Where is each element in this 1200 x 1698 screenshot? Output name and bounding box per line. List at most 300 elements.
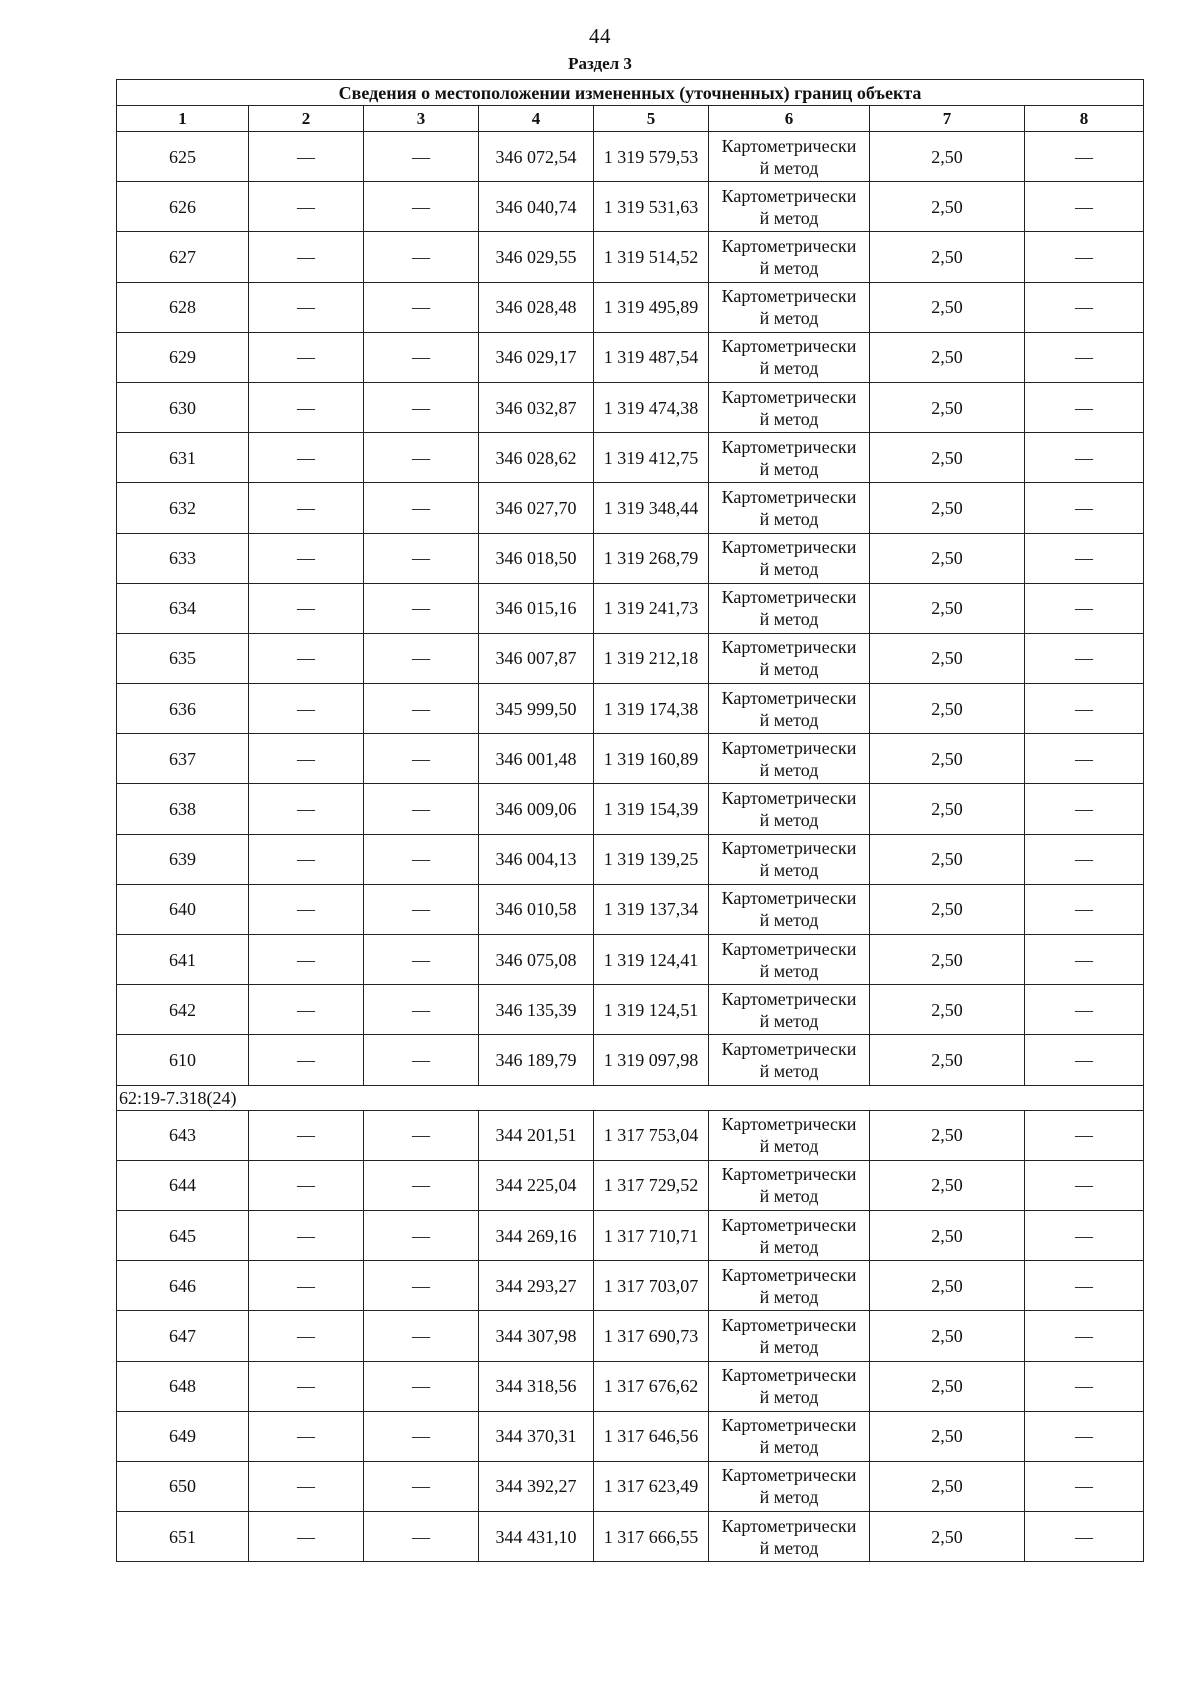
method-line-2: й метод [759, 358, 819, 379]
dash-cell: — [364, 483, 479, 533]
accuracy-cell: 2,50 [870, 1461, 1025, 1511]
dash-cell: — [1025, 1461, 1144, 1511]
table-row [117, 282, 1144, 332]
method-line-1: Картометрически [721, 336, 857, 357]
dash-cell: — [249, 1311, 364, 1361]
method-line-1: Картометрически [721, 1515, 857, 1536]
table-row [117, 232, 1144, 282]
x-coordinate-cell: 345 999,50 [479, 684, 594, 734]
method-cell [709, 1512, 870, 1562]
accuracy-cell: 2,50 [870, 1411, 1025, 1461]
method-line-1: Картометрически [721, 235, 857, 256]
method-cell [709, 583, 870, 633]
dash-cell: — [249, 1210, 364, 1260]
table-row [117, 382, 1144, 432]
x-coordinate-cell: 346 028,62 [479, 433, 594, 483]
table-row [117, 1160, 1144, 1210]
dash-cell: — [364, 633, 479, 683]
table-body [117, 132, 1144, 1562]
table-caption: Сведения о местоположении измененных (уточненных) границ объекта [117, 80, 1144, 106]
x-coordinate-cell: 346 032,87 [479, 382, 594, 432]
dash-cell: — [364, 282, 479, 332]
accuracy-cell: 2,50 [870, 132, 1025, 182]
dash-cell: — [249, 935, 364, 985]
method-line-1: Картометрически [721, 1314, 857, 1335]
column-header: 4 [479, 106, 594, 132]
method-cell [709, 1210, 870, 1260]
method-line-1: Картометрически [721, 486, 857, 507]
dash-cell: — [249, 784, 364, 834]
x-coordinate-cell: 346 018,50 [479, 533, 594, 583]
point-number-cell: 644 [117, 1160, 249, 1210]
y-coordinate-cell: 1 319 487,54 [594, 332, 709, 382]
dash-cell: — [1025, 533, 1144, 583]
method-line-2: й метод [759, 1060, 819, 1081]
method-line-2: й метод [759, 157, 819, 178]
dash-cell: — [1025, 985, 1144, 1035]
y-coordinate-cell: 1 319 474,38 [594, 382, 709, 432]
dash-cell: — [249, 1160, 364, 1210]
y-coordinate-cell: 1 319 531,63 [594, 182, 709, 232]
method-line-2: й метод [759, 1236, 819, 1257]
point-number-cell: 651 [117, 1512, 249, 1562]
point-number-cell: 627 [117, 232, 249, 282]
point-number-cell: 629 [117, 332, 249, 382]
dash-cell: — [364, 132, 479, 182]
dash-cell: — [1025, 1311, 1144, 1361]
point-number-cell: 641 [117, 935, 249, 985]
dash-cell: — [364, 1110, 479, 1160]
point-number-cell: 649 [117, 1411, 249, 1461]
point-number-cell: 640 [117, 884, 249, 934]
accuracy-cell: 2,50 [870, 1311, 1025, 1361]
accuracy-cell: 2,50 [870, 1512, 1025, 1562]
method-line-1: Картометрически [721, 737, 857, 758]
dash-cell: — [364, 382, 479, 432]
method-line-1: Картометрически [721, 687, 857, 708]
method-cell [709, 1411, 870, 1461]
table-row [117, 1110, 1144, 1160]
group-row [117, 1085, 1144, 1110]
dash-cell: — [364, 784, 479, 834]
dash-cell: — [1025, 232, 1144, 282]
method-cell [709, 132, 870, 182]
table-row [117, 1512, 1144, 1562]
x-coordinate-cell: 344 201,51 [479, 1110, 594, 1160]
x-coordinate-cell: 346 027,70 [479, 483, 594, 533]
dash-cell: — [1025, 1411, 1144, 1461]
y-coordinate-cell: 1 319 160,89 [594, 734, 709, 784]
method-line-2: й метод [759, 559, 819, 580]
method-line-2: й метод [759, 1537, 819, 1558]
dash-cell: — [1025, 132, 1144, 182]
dash-cell: — [249, 633, 364, 683]
dash-cell: — [1025, 1035, 1144, 1085]
x-coordinate-cell: 346 015,16 [479, 583, 594, 633]
method-line-2: й метод [759, 458, 819, 479]
dash-cell: — [364, 232, 479, 282]
x-coordinate-cell: 344 269,16 [479, 1210, 594, 1260]
section-title: Раздел 3 [568, 54, 632, 73]
accuracy-cell: 2,50 [870, 1361, 1025, 1411]
y-coordinate-cell: 1 317 623,49 [594, 1461, 709, 1511]
point-number-cell: 648 [117, 1361, 249, 1411]
y-coordinate-cell: 1 317 710,71 [594, 1210, 709, 1260]
accuracy-cell: 2,50 [870, 332, 1025, 382]
method-cell [709, 533, 870, 583]
method-cell [709, 1035, 870, 1085]
method-cell [709, 433, 870, 483]
method-cell [709, 332, 870, 382]
method-line-1: Картометрически [721, 838, 857, 859]
dash-cell: — [249, 1461, 364, 1511]
column-header: 7 [870, 106, 1025, 132]
table-row [117, 1411, 1144, 1461]
method-cell [709, 684, 870, 734]
x-coordinate-cell: 346 072,54 [479, 132, 594, 182]
method-line-1: Картометрически [721, 286, 857, 307]
table-row [117, 433, 1144, 483]
table-row [117, 1461, 1144, 1511]
point-number-cell: 638 [117, 784, 249, 834]
y-coordinate-cell: 1 319 154,39 [594, 784, 709, 834]
method-line-2: й метод [759, 860, 819, 881]
dash-cell: — [364, 985, 479, 1035]
dash-cell: — [249, 1512, 364, 1562]
y-coordinate-cell: 1 319 241,73 [594, 583, 709, 633]
table-row [117, 935, 1144, 985]
dash-cell: — [1025, 784, 1144, 834]
method-cell [709, 734, 870, 784]
y-coordinate-cell: 1 319 124,41 [594, 935, 709, 985]
point-number-cell: 636 [117, 684, 249, 734]
dash-cell: — [249, 1361, 364, 1411]
point-number-cell: 633 [117, 533, 249, 583]
method-line-1: Картометрически [721, 888, 857, 909]
method-cell [709, 483, 870, 533]
y-coordinate-cell: 1 319 124,51 [594, 985, 709, 1035]
dash-cell: — [1025, 1361, 1144, 1411]
column-header: 5 [594, 106, 709, 132]
accuracy-cell: 2,50 [870, 1035, 1025, 1085]
dash-cell: — [364, 884, 479, 934]
table-row [117, 483, 1144, 533]
table-row [117, 884, 1144, 934]
dash-cell: — [364, 1461, 479, 1511]
method-line-1: Картометрически [721, 135, 857, 156]
dash-cell: — [364, 1035, 479, 1085]
y-coordinate-cell: 1 319 137,34 [594, 884, 709, 934]
accuracy-cell: 2,50 [870, 232, 1025, 282]
dash-cell: — [249, 433, 364, 483]
y-coordinate-cell: 1 317 666,55 [594, 1512, 709, 1562]
dash-cell: — [364, 182, 479, 232]
method-line-1: Картометрически [721, 988, 857, 1009]
table-row [117, 784, 1144, 834]
y-coordinate-cell: 1 319 097,98 [594, 1035, 709, 1085]
table-row [117, 734, 1144, 784]
method-line-1: Картометрически [721, 1038, 857, 1059]
y-coordinate-cell: 1 317 729,52 [594, 1160, 709, 1210]
point-number-cell: 643 [117, 1110, 249, 1160]
method-cell [709, 282, 870, 332]
method-line-2: й метод [759, 759, 819, 780]
dash-cell: — [364, 734, 479, 784]
x-coordinate-cell: 344 293,27 [479, 1261, 594, 1311]
accuracy-cell: 2,50 [870, 382, 1025, 432]
y-coordinate-cell: 1 317 646,56 [594, 1411, 709, 1461]
point-number-cell: 637 [117, 734, 249, 784]
dash-cell: — [249, 232, 364, 282]
method-cell [709, 1160, 870, 1210]
x-coordinate-cell: 346 075,08 [479, 935, 594, 985]
accuracy-cell: 2,50 [870, 734, 1025, 784]
x-coordinate-cell: 346 189,79 [479, 1035, 594, 1085]
table-row [117, 1035, 1144, 1085]
table-row [117, 1361, 1144, 1411]
y-coordinate-cell: 1 319 412,75 [594, 433, 709, 483]
x-coordinate-cell: 344 431,10 [479, 1512, 594, 1562]
accuracy-cell: 2,50 [870, 684, 1025, 734]
method-cell [709, 633, 870, 683]
dash-cell: — [1025, 182, 1144, 232]
dash-cell: — [1025, 684, 1144, 734]
dash-cell: — [1025, 633, 1144, 683]
dash-cell: — [249, 834, 364, 884]
method-line-2: й метод [759, 207, 819, 228]
table-row [117, 985, 1144, 1035]
point-number-cell: 631 [117, 433, 249, 483]
method-line-1: Картометрически [721, 1264, 857, 1285]
method-line-2: й метод [759, 408, 819, 429]
method-line-1: Картометрически [721, 1365, 857, 1386]
y-coordinate-cell: 1 319 348,44 [594, 483, 709, 533]
x-coordinate-cell: 346 010,58 [479, 884, 594, 934]
accuracy-cell: 2,50 [870, 433, 1025, 483]
accuracy-cell: 2,50 [870, 533, 1025, 583]
dash-cell: — [364, 1261, 479, 1311]
x-coordinate-cell: 346 029,17 [479, 332, 594, 382]
method-line-2: й метод [759, 609, 819, 630]
x-coordinate-cell: 346 040,74 [479, 182, 594, 232]
coordinates-table [116, 79, 1144, 1562]
dash-cell: — [249, 382, 364, 432]
method-cell [709, 1461, 870, 1511]
dash-cell: — [1025, 935, 1144, 985]
point-number-cell: 626 [117, 182, 249, 232]
accuracy-cell: 2,50 [870, 1110, 1025, 1160]
method-cell [709, 784, 870, 834]
method-cell [709, 884, 870, 934]
method-line-2: й метод [759, 508, 819, 529]
dash-cell: — [1025, 282, 1144, 332]
x-coordinate-cell: 346 009,06 [479, 784, 594, 834]
x-coordinate-cell: 346 028,48 [479, 282, 594, 332]
table-row [117, 633, 1144, 683]
column-header: 8 [1025, 106, 1144, 132]
dash-cell: — [249, 332, 364, 382]
x-coordinate-cell: 346 007,87 [479, 633, 594, 683]
parcel-number: 62:19-7.318(24) [117, 1085, 1144, 1110]
method-cell [709, 1110, 870, 1160]
x-coordinate-cell: 344 392,27 [479, 1461, 594, 1511]
accuracy-cell: 2,50 [870, 182, 1025, 232]
dash-cell: — [1025, 483, 1144, 533]
table-row [117, 834, 1144, 884]
dash-cell: — [1025, 583, 1144, 633]
method-cell [709, 985, 870, 1035]
column-header: 6 [709, 106, 870, 132]
method-cell [709, 1311, 870, 1361]
point-number-cell: 610 [117, 1035, 249, 1085]
table-row [117, 1261, 1144, 1311]
dash-cell: — [1025, 1261, 1144, 1311]
method-line-1: Картометрически [721, 185, 857, 206]
dash-cell: — [1025, 834, 1144, 884]
table-row [117, 583, 1144, 633]
table-row [117, 684, 1144, 734]
y-coordinate-cell: 1 319 139,25 [594, 834, 709, 884]
method-cell [709, 1261, 870, 1311]
y-coordinate-cell: 1 319 268,79 [594, 533, 709, 583]
method-line-1: Картометрически [721, 587, 857, 608]
x-coordinate-cell: 346 004,13 [479, 834, 594, 884]
table-row [117, 1311, 1144, 1361]
dash-cell: — [364, 1160, 479, 1210]
dash-cell: — [364, 433, 479, 483]
method-line-2: й метод [759, 910, 819, 931]
point-number-cell: 647 [117, 1311, 249, 1361]
accuracy-cell: 2,50 [870, 884, 1025, 934]
dash-cell: — [249, 1110, 364, 1160]
dash-cell: — [1025, 1110, 1144, 1160]
dash-cell: — [249, 1411, 364, 1461]
dash-cell: — [249, 132, 364, 182]
dash-cell: — [1025, 1512, 1144, 1562]
dash-cell: — [249, 985, 364, 1035]
accuracy-cell: 2,50 [870, 633, 1025, 683]
dash-cell: — [364, 1210, 479, 1260]
accuracy-cell: 2,50 [870, 483, 1025, 533]
dash-cell: — [364, 332, 479, 382]
method-line-2: й метод [759, 1336, 819, 1357]
method-line-2: й метод [759, 1286, 819, 1307]
y-coordinate-cell: 1 317 676,62 [594, 1361, 709, 1411]
method-cell [709, 834, 870, 884]
method-line-1: Картометрически [721, 788, 857, 809]
dash-cell: — [364, 1411, 479, 1461]
method-line-2: й метод [759, 308, 819, 329]
method-cell [709, 382, 870, 432]
method-line-1: Картометрически [721, 637, 857, 658]
point-number-cell: 650 [117, 1461, 249, 1511]
dash-cell: — [364, 533, 479, 583]
method-line-2: й метод [759, 960, 819, 981]
accuracy-cell: 2,50 [870, 784, 1025, 834]
dash-cell: — [1025, 332, 1144, 382]
dash-cell: — [249, 282, 364, 332]
dash-cell: — [364, 583, 479, 633]
method-line-2: й метод [759, 257, 819, 278]
point-number-cell: 625 [117, 132, 249, 182]
dash-cell: — [1025, 884, 1144, 934]
point-number-cell: 628 [117, 282, 249, 332]
column-header: 1 [117, 106, 249, 132]
y-coordinate-cell: 1 319 579,53 [594, 132, 709, 182]
dash-cell: — [249, 533, 364, 583]
x-coordinate-cell: 346 001,48 [479, 734, 594, 784]
method-line-2: й метод [759, 1487, 819, 1508]
y-coordinate-cell: 1 317 753,04 [594, 1110, 709, 1160]
method-line-2: й метод [759, 810, 819, 831]
point-number-cell: 632 [117, 483, 249, 533]
x-coordinate-cell: 344 307,98 [479, 1311, 594, 1361]
x-coordinate-cell: 344 318,56 [479, 1361, 594, 1411]
method-line-2: й метод [759, 1136, 819, 1157]
dash-cell: — [249, 583, 364, 633]
dash-cell: — [364, 1361, 479, 1411]
dash-cell: — [1025, 734, 1144, 784]
accuracy-cell: 2,50 [870, 282, 1025, 332]
dash-cell: — [249, 884, 364, 934]
accuracy-cell: 2,50 [870, 1261, 1025, 1311]
method-line-1: Картометрически [721, 1465, 857, 1486]
x-coordinate-cell: 346 029,55 [479, 232, 594, 282]
method-cell [709, 935, 870, 985]
accuracy-cell: 2,50 [870, 583, 1025, 633]
method-line-1: Картометрически [721, 1415, 857, 1436]
method-cell [709, 1361, 870, 1411]
table-row [117, 533, 1144, 583]
table-row [117, 1210, 1144, 1260]
dash-cell: — [249, 734, 364, 784]
accuracy-cell: 2,50 [870, 1210, 1025, 1260]
method-line-1: Картометрически [721, 386, 857, 407]
y-coordinate-cell: 1 319 514,52 [594, 232, 709, 282]
method-line-1: Картометрически [721, 537, 857, 558]
method-line-1: Картометрически [721, 938, 857, 959]
y-coordinate-cell: 1 319 212,18 [594, 633, 709, 683]
method-line-2: й метод [759, 1186, 819, 1207]
dash-cell: — [249, 182, 364, 232]
accuracy-cell: 2,50 [870, 935, 1025, 985]
dash-cell: — [249, 483, 364, 533]
dash-cell: — [364, 834, 479, 884]
method-line-1: Картометрически [721, 1164, 857, 1185]
method-line-2: й метод [759, 1437, 819, 1458]
dash-cell: — [364, 935, 479, 985]
dash-cell: — [1025, 433, 1144, 483]
table-row [117, 332, 1144, 382]
point-number-cell: 639 [117, 834, 249, 884]
column-header: 3 [364, 106, 479, 132]
x-coordinate-cell: 344 225,04 [479, 1160, 594, 1210]
method-line-2: й метод [759, 1387, 819, 1408]
point-number-cell: 634 [117, 583, 249, 633]
x-coordinate-cell: 346 135,39 [479, 985, 594, 1035]
y-coordinate-cell: 1 319 174,38 [594, 684, 709, 734]
y-coordinate-cell: 1 319 495,89 [594, 282, 709, 332]
dash-cell: — [364, 684, 479, 734]
method-line-1: Картометрически [721, 436, 857, 457]
method-cell [709, 182, 870, 232]
x-coordinate-cell: 344 370,31 [479, 1411, 594, 1461]
dash-cell: — [249, 684, 364, 734]
method-cell [709, 232, 870, 282]
table-row [117, 182, 1144, 232]
method-line-2: й метод [759, 1010, 819, 1031]
dash-cell: — [1025, 382, 1144, 432]
